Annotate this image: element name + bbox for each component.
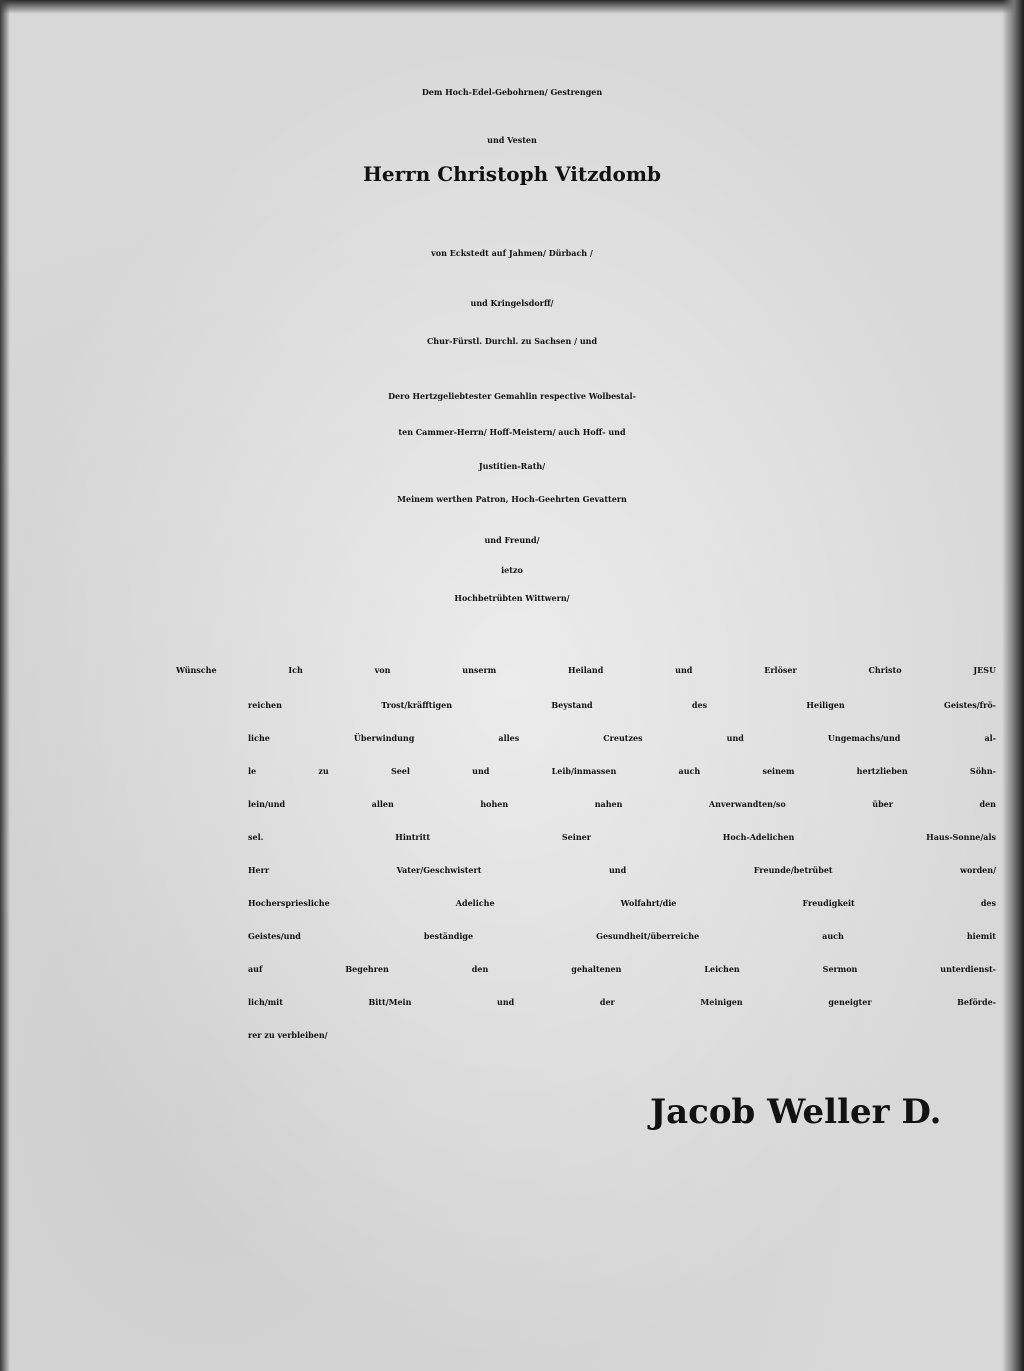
body-line-11: lich/mit Bitt/Mein und der Meinigen geneigter Beförde- [248, 997, 996, 1007]
dedication-line-6: Chur-Fürstl. Durchl. zu Sachsen / und [426, 336, 598, 346]
dedication-line-10: Meinem werthen Patron, Hoch-Geehrten Gevattern [397, 494, 627, 504]
body-line-3: liche Überwindung alles Creutzes und Ungemachs/und al- [248, 733, 996, 743]
body-line-9: Geistes/und beständige Gesundheit/überreiche auch hiemit [248, 931, 996, 941]
dedication-line-12: ietzo [501, 565, 523, 575]
dedication-line-2: und Vesten [487, 135, 537, 145]
body-line-10: auf Begehren den gehaltenen Leichen Sermon unterdienst- [248, 964, 996, 974]
dedication-line-5: und Kringelsdorff/ [470, 298, 554, 308]
body-line-7: Herr Vater/Geschwistert und Freunde/betrübet worden/ [248, 865, 996, 875]
scan-edge-left [0, 0, 10, 1371]
scan-edge-right [1002, 0, 1024, 1371]
dedication-line-7: Dero Hertzgeliebtester Gemahlin respective Wolbestal- [388, 391, 636, 401]
dedication-name: Herrn Christoph Vitzdomb [363, 162, 661, 186]
dedication-line-9: Justitien-Rath/ [478, 461, 546, 471]
scan-edge-top [0, 0, 1024, 14]
dedication-line-8: ten Cammer-Herrn/ Hoff-Meistern/ auch Hoff- und [398, 427, 626, 437]
dedication-line-11: und Freund/ [484, 535, 540, 545]
body-line-4: le zu Seel und Leib/inmassen auch seinem hertzlieben Söhn- [248, 766, 996, 776]
dedication-line-4: von Eckstedt auf Jahmen/ Dürbach / [431, 248, 593, 258]
body-line-8: Hocherspriesliche Adeliche Wolfahrt/die Freudigkeit des [248, 898, 996, 908]
signature: Jacob Weller D. [650, 1092, 942, 1132]
body-line-6: sel. Hintritt Seiner Hoch-Adelichen Haus-Sonne/als [248, 832, 996, 842]
dedication-line-1: Dem Hoch-Edel-Gebohrnen/ Gestrengen [421, 87, 603, 97]
body-line-5: lein/und allen hohen nahen Anverwandten/so über den [248, 799, 996, 809]
dedication-line-13: Hochbetrübten Wittwern/ [454, 593, 570, 603]
body-line-2: reichen Trost/kräfftigen Beystand des Heiligen Geistes/frö- [248, 700, 996, 710]
body-line-12: rer zu verbleiben/ [248, 1030, 328, 1040]
body-line-1: Wünsche Ich von unserm Heiland und Erlöser Christo JESU [176, 665, 996, 675]
